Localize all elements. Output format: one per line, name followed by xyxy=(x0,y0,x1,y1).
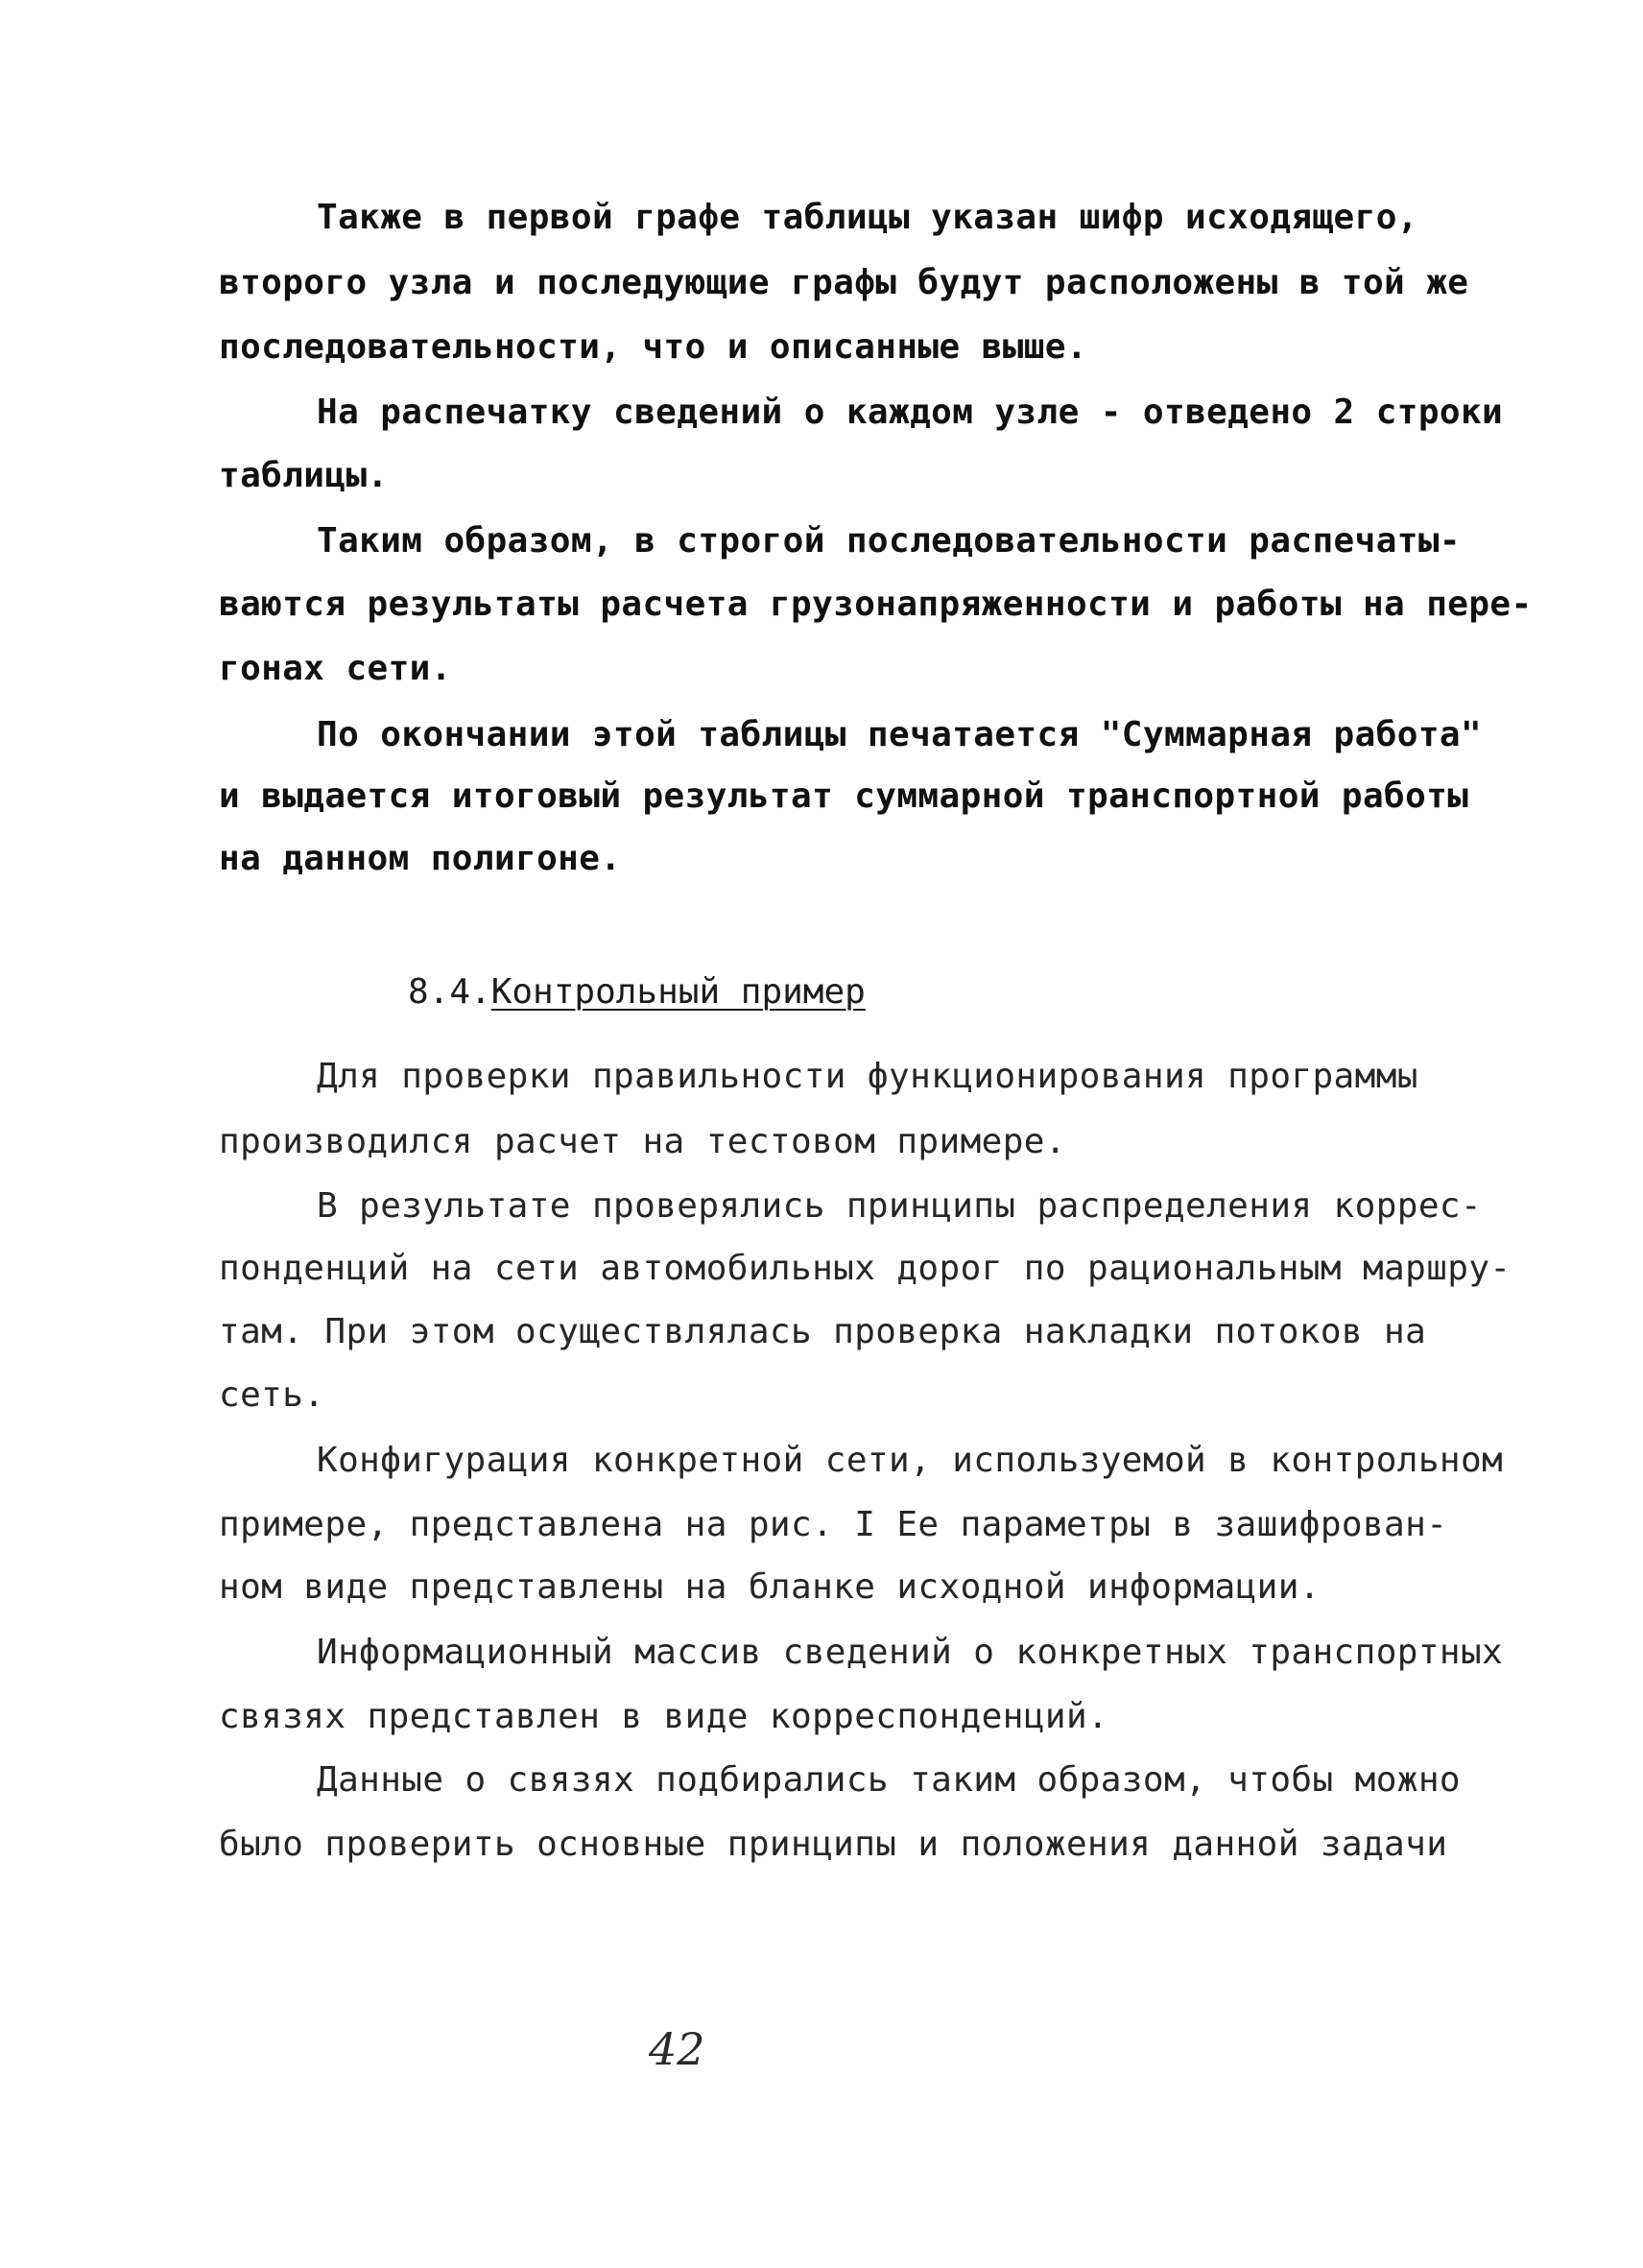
text-line: Данные о связях подбирались таким образом, чтобы можно xyxy=(317,1760,1461,1800)
text-line: Конфигурация конкретной сети, используемой в контрольном xyxy=(317,1441,1504,1480)
text-line: производился расчет на тестовом примере. xyxy=(219,1122,1066,1161)
text-line: В результате проверялись принципы распределения коррес- xyxy=(317,1186,1483,1226)
text-line: ваются результаты расчета грузонапряженности и работы на пере- xyxy=(219,585,1533,624)
page-number: 42 xyxy=(649,2023,705,2075)
text-line: ном виде представлены на бланке исходной информации. xyxy=(219,1567,1321,1607)
text-line: Таким образом, в строгой последовательности распечаты- xyxy=(317,521,1461,561)
text-line: там. При этом осуществлялась проверка накладки потоков на xyxy=(219,1312,1427,1351)
section-title: Контрольный пример xyxy=(490,972,866,1012)
text-line: было проверить основные принципы и положения данной задачи xyxy=(219,1825,1448,1864)
text-line: сеть. xyxy=(219,1375,325,1415)
text-line: на данном полигоне. xyxy=(219,839,622,878)
section-number: 8.4. xyxy=(408,972,491,1012)
text-line: гонах сети. xyxy=(219,649,452,688)
text-line: связях представлен в виде корреспонденций. xyxy=(219,1697,1109,1736)
text-line: По окончании этой таблицы печатается "Суммарная работа" xyxy=(317,715,1483,754)
text-line: Также в первой графе таблицы указан шифр исходящего, xyxy=(317,198,1418,237)
text-line: таблицы. xyxy=(219,456,389,495)
text-line: примере, представлена на рис. I Ее параметры в зашифрован- xyxy=(219,1505,1448,1544)
text-line: последовательности, что и описанные выше. xyxy=(219,327,1088,367)
text-line: Для проверки правильности функционирования программы xyxy=(317,1057,1418,1096)
text-line: второго узла и последующие графы будут расположены в той же xyxy=(219,263,1469,302)
text-line: понденций на сети автомобильных дорог по рациональным маршру- xyxy=(219,1249,1512,1288)
text-line: и выдается итоговый результат суммарной транспортной работы xyxy=(219,776,1469,816)
text-line: Информационный массив сведений о конкретных транспортных xyxy=(317,1633,1504,1672)
section-heading xyxy=(408,971,866,1014)
text-line: На распечатку сведений о каждом узле - отведено 2 строки xyxy=(317,393,1504,432)
